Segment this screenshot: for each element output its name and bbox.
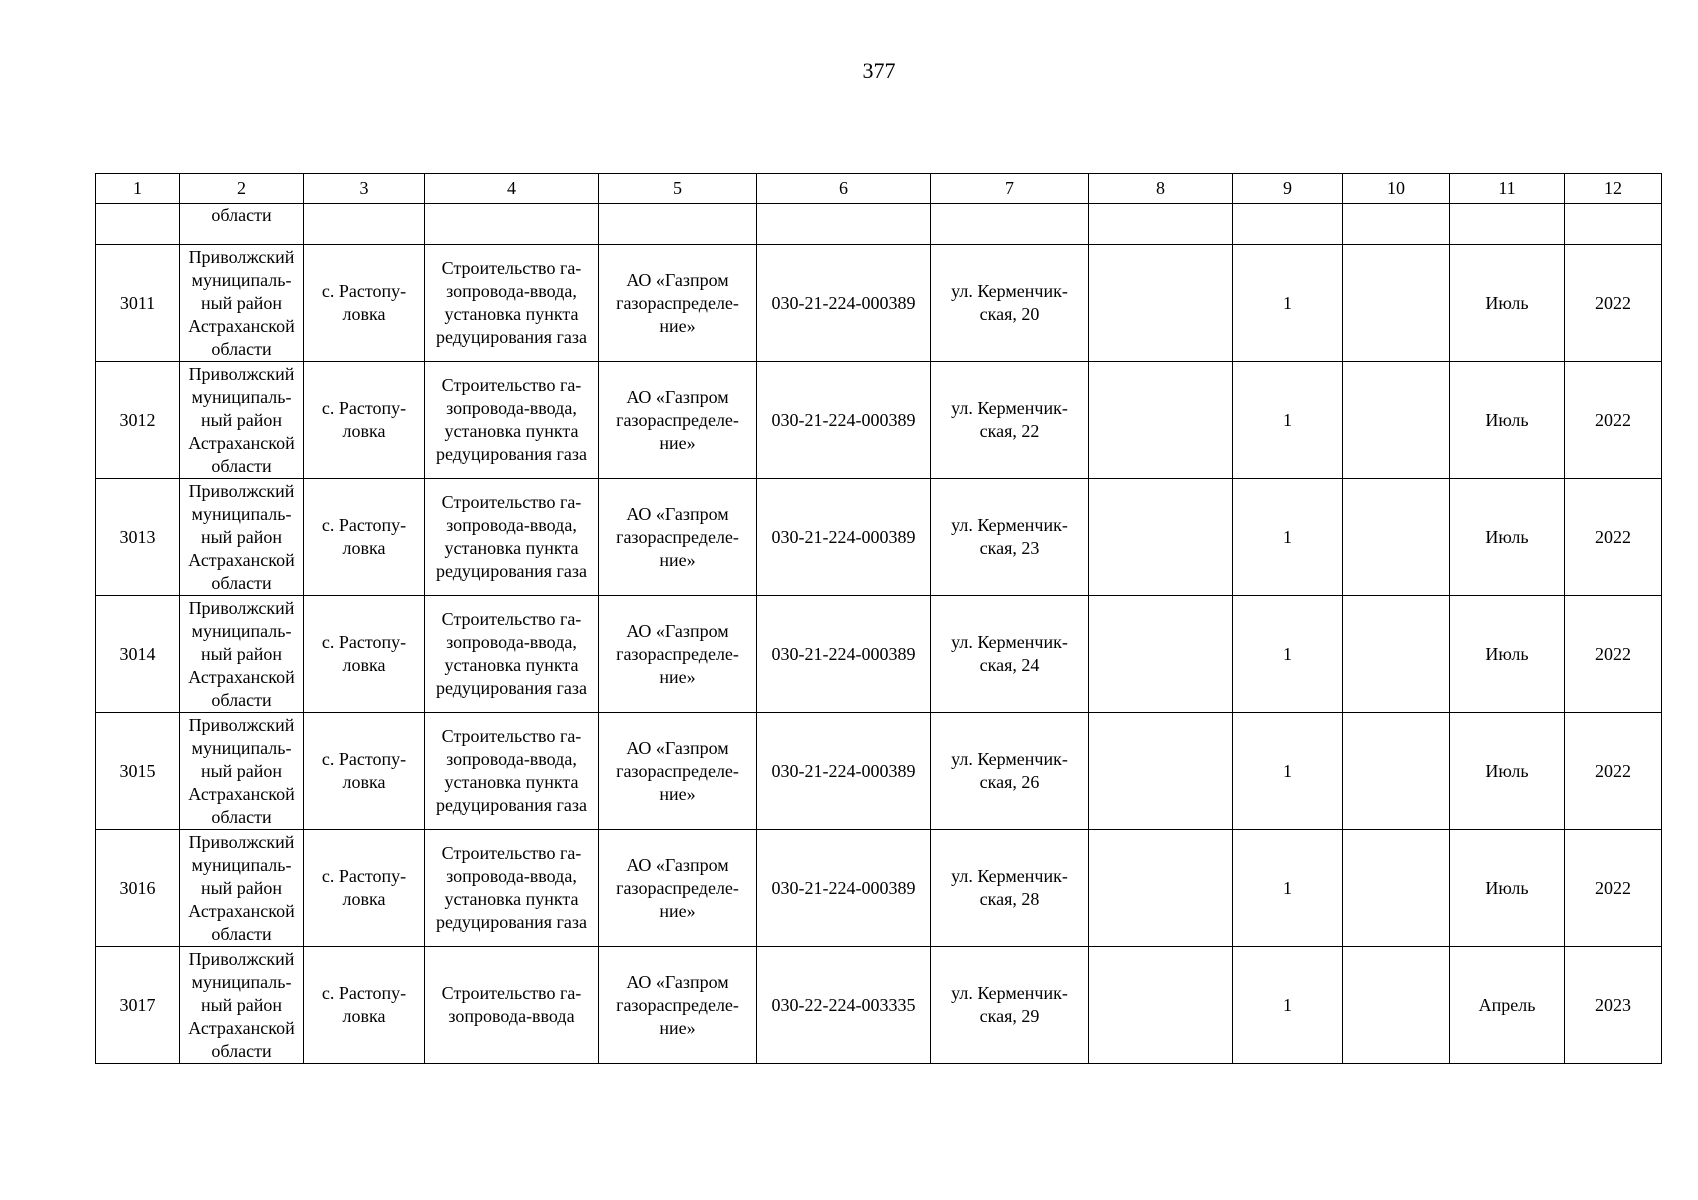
- cell-address: ул. Керменчик- ская, 22: [931, 362, 1089, 479]
- cell-empty: [1565, 204, 1662, 245]
- column-number-3: 3: [304, 174, 425, 204]
- cell-district: Приволжский муниципаль- ный район Астраханской области: [180, 245, 304, 362]
- cell-month: Июль: [1450, 830, 1565, 947]
- cell-empty: [1233, 204, 1343, 245]
- cell-column-10: [1343, 713, 1450, 830]
- cell-column-8: [1089, 479, 1233, 596]
- cell-empty: [757, 204, 931, 245]
- cell-code: 030-22-224-003335: [757, 947, 931, 1064]
- cell-district-continuation: области: [180, 204, 304, 245]
- column-number-6: 6: [757, 174, 931, 204]
- table-row: [96, 362, 1662, 479]
- cell-year: 2022: [1565, 245, 1662, 362]
- cell-quantity: 1: [1233, 830, 1343, 947]
- cell-district: Приволжский муниципаль- ный район Астраханской области: [180, 479, 304, 596]
- cell-month: Июль: [1450, 479, 1565, 596]
- cell-quantity: 1: [1233, 947, 1343, 1064]
- cell-month: Июль: [1450, 362, 1565, 479]
- cell-year: 2022: [1565, 713, 1662, 830]
- cell-number: 3016: [96, 830, 180, 947]
- cell-empty: [425, 204, 599, 245]
- cell-year: 2022: [1565, 596, 1662, 713]
- cell-quantity: 1: [1233, 479, 1343, 596]
- cell-work-description: Строительство га- зопровода-ввода: [425, 947, 599, 1064]
- cell-address: ул. Керменчик- ская, 29: [931, 947, 1089, 1064]
- cell-empty: [1089, 204, 1233, 245]
- cell-column-8: [1089, 947, 1233, 1064]
- cell-district: Приволжский муниципаль- ный район Астраханской области: [180, 947, 304, 1064]
- table-row: [96, 596, 1662, 713]
- cell-code: 030-21-224-000389: [757, 713, 931, 830]
- column-number-2: 2: [180, 174, 304, 204]
- cell-organization: АО «Газпром газораспределе- ние»: [599, 596, 757, 713]
- cell-number: 3015: [96, 713, 180, 830]
- column-number-10: 10: [1343, 174, 1450, 204]
- cell-code: 030-21-224-000389: [757, 479, 931, 596]
- cell-address: ул. Керменчик- ская, 24: [931, 596, 1089, 713]
- cell-empty: [96, 204, 180, 245]
- cell-work-description: Строительство га- зопровода-ввода, установка пункта редуцирования газа: [425, 713, 599, 830]
- cell-code: 030-21-224-000389: [757, 245, 931, 362]
- cell-empty: [304, 204, 425, 245]
- table-row: [96, 245, 1662, 362]
- cell-work-description: Строительство га- зопровода-ввода, установка пункта редуцирования газа: [425, 479, 599, 596]
- cell-month: Июль: [1450, 245, 1565, 362]
- cell-month: Июль: [1450, 713, 1565, 830]
- cell-quantity: 1: [1233, 245, 1343, 362]
- cell-organization: АО «Газпром газораспределе- ние»: [599, 362, 757, 479]
- cell-address: ул. Керменчик- ская, 20: [931, 245, 1089, 362]
- cell-number: 3012: [96, 362, 180, 479]
- column-number-row: [96, 174, 1662, 204]
- table-row: [96, 830, 1662, 947]
- cell-quantity: 1: [1233, 362, 1343, 479]
- cell-number: 3013: [96, 479, 180, 596]
- cell-year: 2022: [1565, 830, 1662, 947]
- table-row: [96, 713, 1662, 830]
- cell-number: 3011: [96, 245, 180, 362]
- column-number-8: 8: [1089, 174, 1233, 204]
- cell-work-description: Строительство га- зопровода-ввода, установка пункта редуцирования газа: [425, 830, 599, 947]
- cell-organization: АО «Газпром газораспределе- ние»: [599, 947, 757, 1064]
- cell-settlement: с. Растопу- ловка: [304, 245, 425, 362]
- cell-number: 3017: [96, 947, 180, 1064]
- cell-column-8: [1089, 596, 1233, 713]
- cell-column-8: [1089, 245, 1233, 362]
- cell-district: Приволжский муниципаль- ный район Астраханской области: [180, 596, 304, 713]
- cell-organization: АО «Газпром газораспределе- ние»: [599, 713, 757, 830]
- cell-quantity: 1: [1233, 596, 1343, 713]
- cell-column-8: [1089, 362, 1233, 479]
- table-row: [96, 479, 1662, 596]
- cell-column-10: [1343, 479, 1450, 596]
- cell-address: ул. Керменчик- ская, 23: [931, 479, 1089, 596]
- table-body: [96, 174, 1662, 1064]
- cell-district: Приволжский муниципаль- ный район Астраханской области: [180, 713, 304, 830]
- cell-address: ул. Керменчик- ская, 26: [931, 713, 1089, 830]
- cell-empty: [1450, 204, 1565, 245]
- gas-connection-table: [95, 173, 1662, 1064]
- cell-settlement: с. Растопу- ловка: [304, 713, 425, 830]
- cell-district: Приволжский муниципаль- ный район Астраханской области: [180, 362, 304, 479]
- cell-code: 030-21-224-000389: [757, 830, 931, 947]
- cell-column-10: [1343, 362, 1450, 479]
- cell-address: ул. Керменчик- ская, 28: [931, 830, 1089, 947]
- cell-column-10: [1343, 947, 1450, 1064]
- cell-settlement: с. Растопу- ловка: [304, 362, 425, 479]
- column-number-4: 4: [425, 174, 599, 204]
- cell-district: Приволжский муниципаль- ный район Астраханской области: [180, 830, 304, 947]
- cell-work-description: Строительство га- зопровода-ввода, установка пункта редуцирования газа: [425, 596, 599, 713]
- cell-quantity: 1: [1233, 713, 1343, 830]
- continuation-row: [96, 204, 1662, 245]
- cell-organization: АО «Газпром газораспределе- ние»: [599, 245, 757, 362]
- cell-work-description: Строительство га- зопровода-ввода, установка пункта редуцирования газа: [425, 362, 599, 479]
- cell-organization: АО «Газпром газораспределе- ние»: [599, 479, 757, 596]
- cell-column-8: [1089, 830, 1233, 947]
- column-number-1: 1: [96, 174, 180, 204]
- cell-empty: [931, 204, 1089, 245]
- cell-settlement: с. Растопу- ловка: [304, 596, 425, 713]
- cell-empty: [599, 204, 757, 245]
- cell-column-10: [1343, 245, 1450, 362]
- cell-month: Июль: [1450, 596, 1565, 713]
- cell-year: 2022: [1565, 362, 1662, 479]
- column-number-9: 9: [1233, 174, 1343, 204]
- cell-settlement: с. Растопу- ловка: [304, 479, 425, 596]
- cell-code: 030-21-224-000389: [757, 362, 931, 479]
- page-number: 377: [862, 58, 896, 83]
- cell-organization: АО «Газпром газораспределе- ние»: [599, 830, 757, 947]
- cell-month: Апрель: [1450, 947, 1565, 1064]
- cell-column-10: [1343, 830, 1450, 947]
- cell-column-8: [1089, 713, 1233, 830]
- column-number-7: 7: [931, 174, 1089, 204]
- cell-work-description: Строительство га- зопровода-ввода, установка пункта редуцирования газа: [425, 245, 599, 362]
- cell-column-10: [1343, 596, 1450, 713]
- cell-number: 3014: [96, 596, 180, 713]
- cell-empty: [1343, 204, 1450, 245]
- column-number-12: 12: [1565, 174, 1662, 204]
- table-row: [96, 947, 1662, 1064]
- cell-code: 030-21-224-000389: [757, 596, 931, 713]
- cell-settlement: с. Растопу- ловка: [304, 830, 425, 947]
- column-number-5: 5: [599, 174, 757, 204]
- column-number-11: 11: [1450, 174, 1565, 204]
- cell-year: 2023: [1565, 947, 1662, 1064]
- cell-settlement: с. Растопу- ловка: [304, 947, 425, 1064]
- cell-year: 2022: [1565, 479, 1662, 596]
